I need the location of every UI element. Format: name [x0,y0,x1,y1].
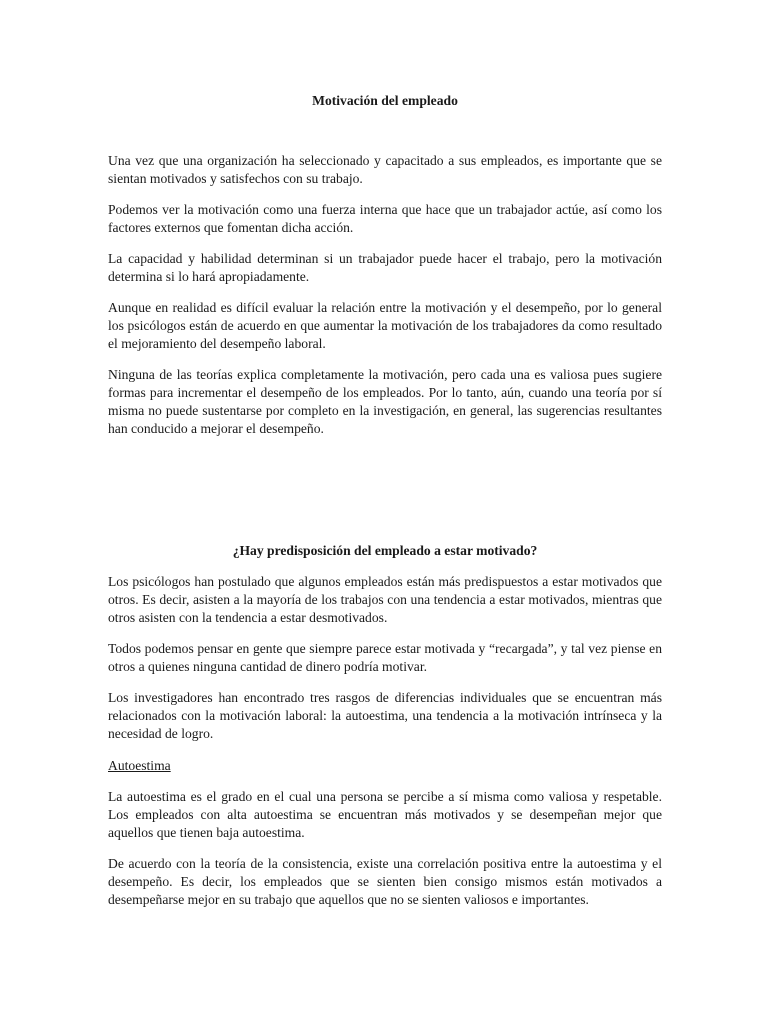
paragraph: Ninguna de las teorías explica completamente la motivación, pero cada una es valiosa pues sugiere formas para incrementar el desempeño de los empleados. Por lo tanto, aún, cuando una teoría por sí misma no puede sustentarse por completo en la investigación, en general, las sugerencias resultantes han conducido a mejorar el desempeño. [108,367,662,436]
document-title: Motivación del empleado [312,93,458,108]
paragraph: Los psicólogos han postulado que algunos empleados están más predispuestos a estar motivados que otros. Es decir, asisten a la mayoría de los trabajos con una tendencia a estar motivados, mientras que otros asisten con la tendencia a estar desmotivados. [108,574,662,625]
paragraph: De acuerdo con la teoría de la consistencia, existe una correlación positiva entre la autoestima y el desempeño. Es decir, los empleados que se sienten bien consigo mismos están motivados a desempeñarse mejor en su trabajo que aquellos que no se sienten valiosos e importantes. [108,856,662,907]
paragraph: La capacidad y habilidad determinan si un trabajador puede hacer el trabajo, pero la motivación determina si lo hará apropiadamente. [108,251,662,284]
section-heading: ¿Hay predisposición del empleado a estar motivado? [232,543,538,558]
paragraph: Podemos ver la motivación como una fuerza interna que hace que un trabajador actúe, así como los factores externos que fomentan dicha acción. [108,202,662,235]
paragraph: Una vez que una organización ha seleccionado y capacitado a sus empleados, es importante que se sientan motivados y satisfechos con su trabajo. [108,153,662,186]
paragraph: Todos podemos pensar en gente que siempre parece estar motivada y “recargada”, y tal vez piense en otros a quienes ninguna cantidad de dinero podría motivar. [108,641,662,674]
subheading-autoestima: Autoestima [108,758,171,773]
paragraph: Los investigadores han encontrado tres rasgos de diferencias individuales que se encuentran más relacionados con la motivación laboral: la autoestima, una tendencia a la motivación intrínseca y la necesidad de logro. [108,690,662,741]
paragraph: La autoestima es el grado en el cual una persona se percibe a sí misma como valiosa y respetable. Los empleados con alta autoestima se encuentran más motivados y se desempeñan mejor que aquellos que tienen baja autoestima. [108,789,662,840]
paragraph: Aunque en realidad es difícil evaluar la relación entre la motivación y el desempeño, por lo general los psicólogos están de acuerdo en que aumentar la motivación de los trabajadores da como resultado el mejoramiento del desempeño laboral. [108,300,662,351]
